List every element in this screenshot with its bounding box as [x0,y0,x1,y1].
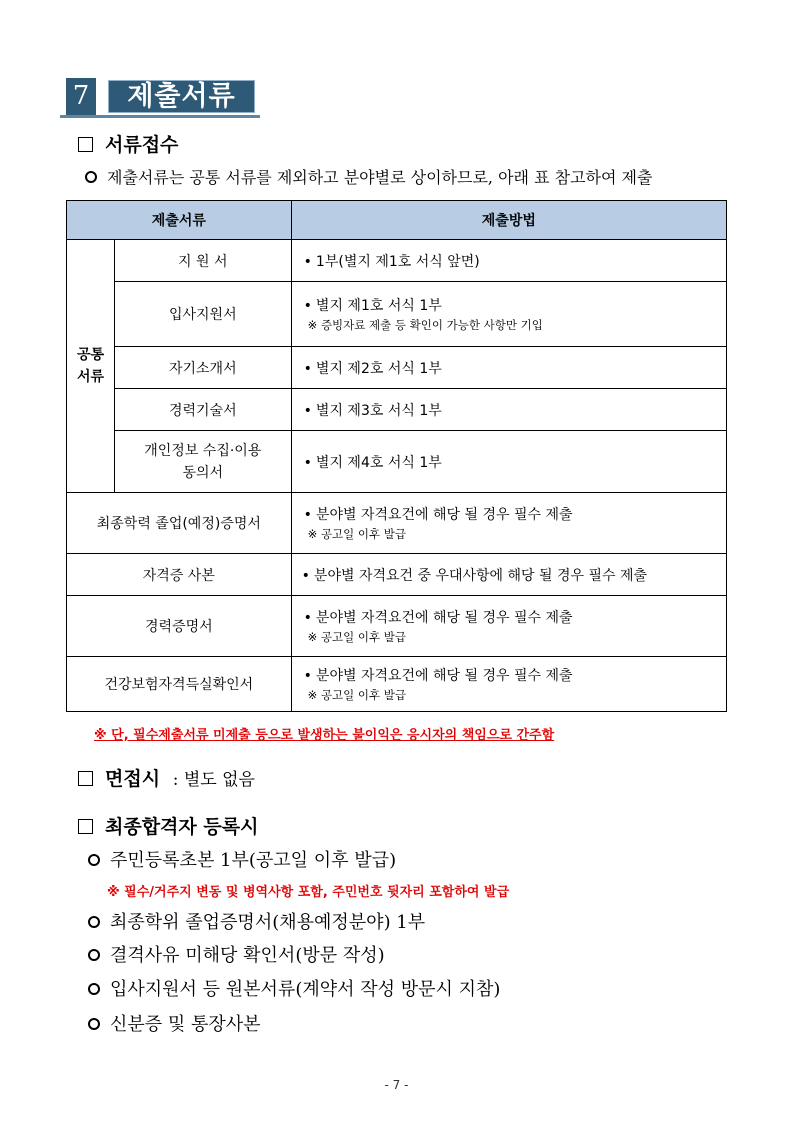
checkbox-square-icon [78,819,93,834]
method-cell [291,389,726,431]
bullet-dot: • [303,668,312,684]
section-underline [60,115,260,118]
table-row [67,431,727,493]
final-item [88,941,385,967]
method-cell [291,657,726,712]
doc-cell: 자격증 사본 [67,554,292,596]
final-heading [78,812,258,839]
checkbox-square-icon [78,137,93,152]
method-text: 분야별 자격요건에 해당 될 경우 필수 제출 [315,507,573,523]
method-text: 분야별 자격요건에 해당 될 경우 필수 제출 [315,668,573,684]
table-row [67,657,727,712]
final-heading-text: 최종합격자 등록시 [105,816,259,838]
method-text: 분야별 자격요건에 해당 될 경우 필수 제출 [315,610,573,626]
circle-bullet-icon [88,949,100,961]
final-item-text: 신분증 및 통장사본 [110,1014,261,1035]
doc-cell [114,431,291,493]
page-number: - 7 - [384,1078,409,1092]
receipt-note [85,165,652,188]
interview-heading-text: 면접시 [105,768,161,790]
group-label-line2: 서류 [76,369,104,385]
final-item [88,1010,261,1036]
bullet-dot: • [303,454,312,471]
method-text: 분야별 자격요건 중 우대사항에 해당 될 경우 필수 제출 [313,567,648,584]
method-subnote: ※ 공고일 이후 발급 [307,527,407,541]
final-item [88,975,500,1001]
interview-heading [78,764,255,791]
method-text: 별지 제3호 서식 1부 [315,402,442,419]
method-cell [291,493,726,554]
table-row [67,493,727,554]
bullet-dot: • [301,567,310,584]
bullet-dot: • [303,298,312,314]
method-cell [291,596,726,657]
circle-bullet-icon [88,983,100,995]
table-row [67,554,727,596]
method-subnote: ※ 증빙자료 제출 등 확인이 가능한 사항만 기입 [307,318,543,332]
table-header-row [67,201,727,240]
interview-text: : 별도 없음 [172,770,255,790]
header-method: 제출방법 [291,201,726,240]
doc-cell: 지 원 서 [114,240,291,282]
header-documents: 제출서류 [67,201,292,240]
doc-line1: 개인정보 수집·이용 [144,442,262,459]
circle-bullet-icon [85,171,97,183]
final-item-text: 최종학위 졸업증명서(채용예정분야) 1부 [110,912,426,933]
table-row [67,596,727,657]
method-cell [291,282,726,347]
bullet-dot: • [303,610,312,626]
documents-table [66,200,727,712]
final-red-note: ※ 필수/거주지 변동 및 병역사항 포함, 주민번호 뒷자리 포함하여 발급 [107,885,510,900]
bullet-dot: • [303,253,312,270]
method-subnote: ※ 공고일 이후 발급 [307,688,407,702]
bullet-dot: • [303,507,312,523]
method-text: 별지 제4호 서식 1부 [315,454,442,471]
method-text: 1부(별지 제1호 서식 앞면) [315,253,480,270]
doc-cell: 입사지원서 [114,282,291,347]
table-row [67,282,727,347]
doc-line2: 동의서 [182,464,224,481]
table-row [67,389,727,431]
method-cell [291,347,726,389]
circle-bullet-icon [88,1018,100,1030]
final-item-text: 결격사유 미해당 확인서(방문 작성) [110,945,385,966]
method-text: 별지 제1호 서식 1부 [315,298,442,314]
method-cell [291,431,726,493]
method-subnote: ※ 공고일 이후 발급 [307,630,407,644]
section-title: 제출서류 [106,78,257,115]
table-warning-note: ※ 단, 필수제출서류 미제출 등으로 발생하는 불이익은 응시자의 책임으로 간주함 [94,728,555,743]
receipt-heading-text: 서류접수 [105,134,179,156]
circle-bullet-icon [88,854,100,866]
circle-bullet-icon [88,916,100,928]
doc-cell: 자기소개서 [114,347,291,389]
table-row [67,240,727,282]
bullet-dot: • [303,360,312,377]
method-text: 별지 제2호 서식 1부 [315,360,442,377]
checkbox-square-icon [78,771,93,786]
group-label-line1: 공통 [76,347,104,363]
final-item [88,846,396,872]
method-cell [291,554,726,596]
final-item-text: 주민등록초본 1부(공고일 이후 발급) [110,850,397,871]
doc-cell: 최종학력 졸업(예정)증명서 [67,493,292,554]
doc-cell: 건강보험자격득실확인서 [67,657,292,712]
final-item [88,908,425,934]
bullet-dot: • [303,402,312,419]
doc-cell: 경력증명서 [67,596,292,657]
table-row [67,347,727,389]
group-label-common [67,240,115,493]
receipt-note-text: 제출서류는 공통 서류를 제외하고 분야별로 상이하므로, 아래 표 참고하여 제출 [107,168,653,187]
method-cell [291,240,726,282]
receipt-heading [78,130,178,157]
final-item-text: 입사지원서 등 원본서류(계약서 작성 방문시 지참) [110,979,501,1000]
doc-cell: 경력기술서 [114,389,291,431]
section-number: 7 [66,78,96,115]
